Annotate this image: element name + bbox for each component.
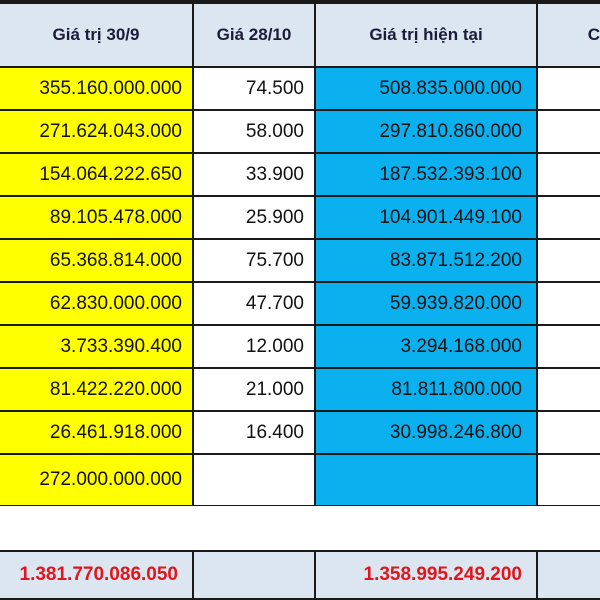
cell-next-column[interactable]: [538, 154, 600, 197]
total-price-2810[interactable]: [194, 550, 316, 600]
cell-value-3009[interactable]: 26.461.918.000: [0, 412, 194, 455]
cell-value-3009[interactable]: 89.105.478.000: [0, 197, 194, 240]
cell-value-3009[interactable]: 65.368.814.000: [0, 240, 194, 283]
cell-price-2810[interactable]: 75.700: [194, 240, 316, 283]
cell-next-column[interactable]: [538, 455, 600, 507]
cell-current-value[interactable]: 83.871.512.200: [316, 240, 538, 283]
cell-current-value[interactable]: 508.835.000.000: [316, 68, 538, 111]
cell-current-value[interactable]: 297.810.860.000: [316, 111, 538, 154]
cell-value-3009[interactable]: 272.000.000.000: [0, 455, 194, 507]
cell-current-value[interactable]: [316, 455, 538, 507]
cell-value-3009[interactable]: 62.830.000.000: [0, 283, 194, 326]
cell-price-2810[interactable]: 74.500: [194, 68, 316, 111]
total-value-3009[interactable]: 1.381.770.086.050: [0, 550, 194, 600]
cell-current-value[interactable]: 3.294.168.000: [316, 326, 538, 369]
cell-next-column[interactable]: [538, 412, 600, 455]
header-current-value[interactable]: Giá trị hiện tại: [316, 4, 538, 68]
cell-price-2810[interactable]: 58.000: [194, 111, 316, 154]
cell-current-value[interactable]: 187.532.393.100: [316, 154, 538, 197]
cell-next-column[interactable]: [538, 369, 600, 412]
cell-price-2810[interactable]: 16.400: [194, 412, 316, 455]
cell-value-3009[interactable]: 3.733.390.400: [0, 326, 194, 369]
cell-price-2810[interactable]: 33.900: [194, 154, 316, 197]
header-next-column[interactable]: C: [538, 4, 600, 68]
cell-value-3009[interactable]: 355.160.000.000: [0, 68, 194, 111]
cell-current-value[interactable]: 59.939.820.000: [316, 283, 538, 326]
cell-value-3009[interactable]: 271.624.043.000: [0, 111, 194, 154]
cell-price-2810[interactable]: [194, 455, 316, 507]
cell-current-value[interactable]: 104.901.449.100: [316, 197, 538, 240]
cell-price-2810[interactable]: 47.700: [194, 283, 316, 326]
total-next-column[interactable]: [538, 550, 600, 600]
cell-value-3009[interactable]: 81.422.220.000: [0, 369, 194, 412]
blank-row: [0, 506, 600, 550]
cell-next-column[interactable]: [538, 111, 600, 154]
cell-next-column[interactable]: [538, 68, 600, 111]
cell-price-2810[interactable]: 12.000: [194, 326, 316, 369]
cell-price-2810[interactable]: 21.000: [194, 369, 316, 412]
cell-next-column[interactable]: [538, 283, 600, 326]
cell-value-3009[interactable]: 154.064.222.650: [0, 154, 194, 197]
cell-next-column[interactable]: [538, 326, 600, 369]
header-value-3009[interactable]: Giá trị 30/9: [0, 4, 194, 68]
total-current-value[interactable]: 1.358.995.249.200: [316, 550, 538, 600]
cell-price-2810[interactable]: 25.900: [194, 197, 316, 240]
cell-next-column[interactable]: [538, 240, 600, 283]
header-price-2810[interactable]: Giá 28/10: [194, 4, 316, 68]
cell-current-value[interactable]: 30.998.246.800: [316, 412, 538, 455]
cell-current-value[interactable]: 81.811.800.000: [316, 369, 538, 412]
cell-next-column[interactable]: [538, 197, 600, 240]
